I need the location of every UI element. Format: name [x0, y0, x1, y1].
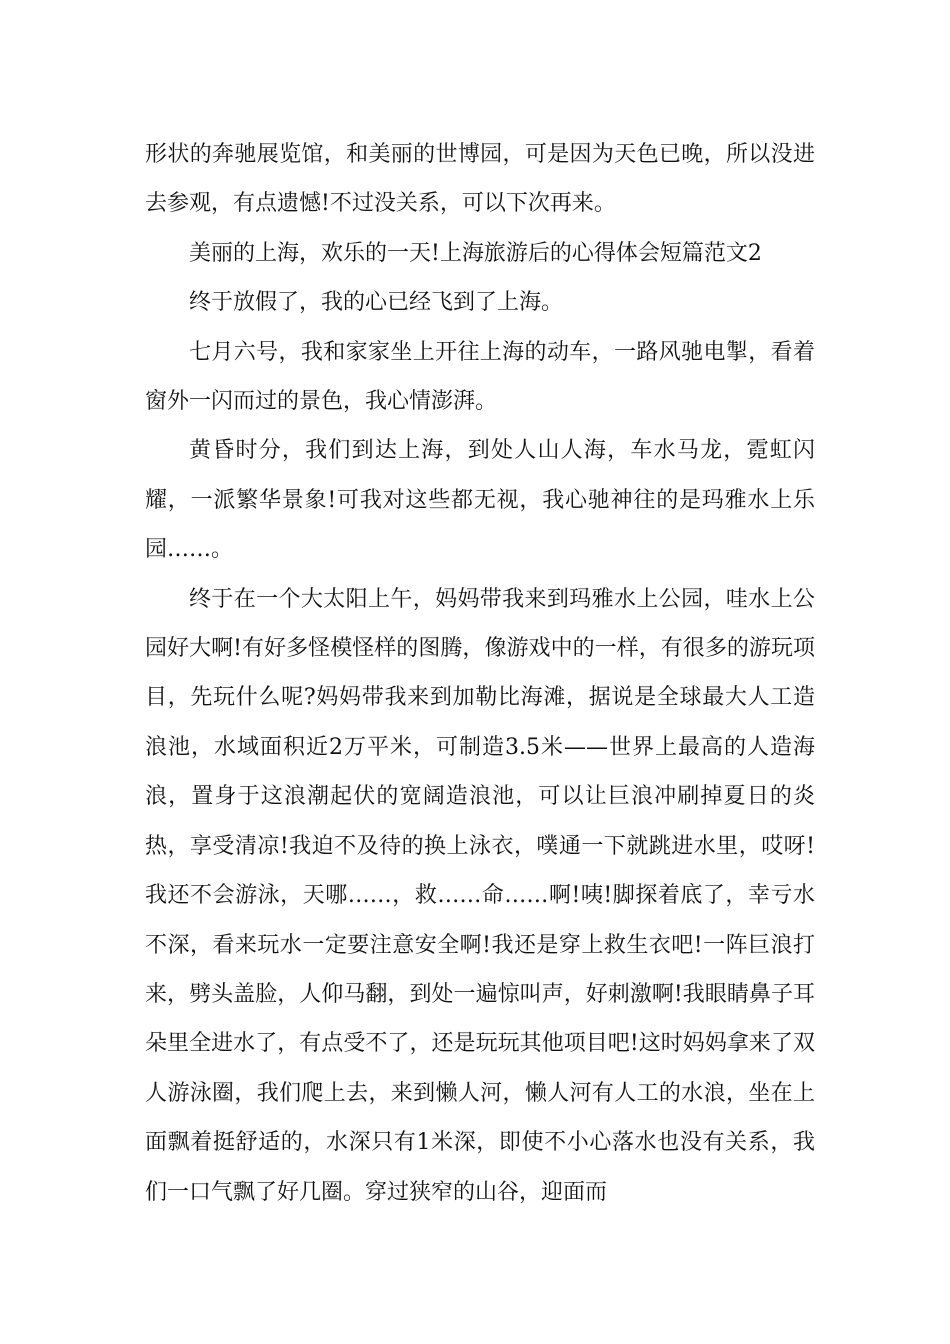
paragraph: 黄昏时分，我们到达上海，到处人山人海，车水马龙，霓虹闪耀，一派繁华景象!可我对这些都无视，我心驰神往的是玛雅水上乐园……。 [145, 438, 815, 563]
paragraph: 七月六号，我和家家坐上开往上海的动车，一路风驰电掣，看着窗外一闪而过的景色，我心情澎湃。 [145, 339, 815, 415]
section-heading: 美丽的上海，欢乐的一天!上海旅游后的心得体会短篇范文2 [189, 240, 762, 266]
document-page [145, 130, 815, 1217]
paragraph-continued: 形状的奔驰展览馆，和美丽的世博园，可是因为天色已晚，所以没进去参观，有点遗憾!不过没关系，可以下次再来。 [145, 142, 815, 217]
paragraph: 终于在一个大太阳上午，妈妈带我来到玛雅水上公园，哇水上公园好大啊!有好多怪模怪样的图腾，像游戏中的一样，有很多的游玩项目，先玩什么呢?妈妈带我来到加勒比海滩，据说是全球最大人工造浪池，水域面积近2万平米，可制造3.5米——世界上最高的人造海浪，置身于这浪潮起伏的宽阔造浪池，可以让巨浪冲刷掉夏日的炎热，享受清凉!我迫不及待的换上泳衣，噗通一下就跳进水里，哎呀!我还不会游泳，天哪……，救……命……啊!咦!脚探着底了，幸亏水不深，看来玩水一定要注意安全啊!我还是穿上救生衣吧!一阵巨浪打来，劈头盖脸，人仰马翻，到处一遍惊叫声，好刺激啊!我眼睛鼻子耳朵里全进水了，有点受不了，还是玩玩其他项目吧!这时妈妈拿来了双人游泳圈，我们爬上去，来到懒人河，懒人河有人工的水浪，坐在上面飘着挺舒适的，水深只有1米深，即使不小心落水也没有关系，我们一口气飘了好几圈。穿过狭窄的山谷，迎面而 [145, 586, 815, 1205]
paragraph: 终于放假了，我的心已经飞到了上海。 [189, 290, 564, 316]
